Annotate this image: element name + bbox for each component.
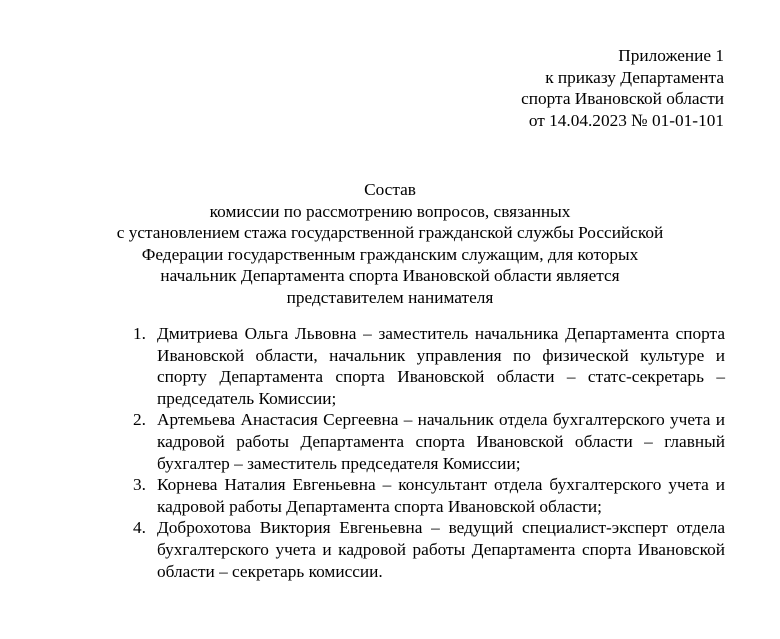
list-item-number: 4.	[133, 518, 146, 538]
list-item-text: Артемьева Анастасия Сергеевна – начальник отдела бухгалтерского учета и кадровой работы Департамента спорта Ивановской области – главный бухгалтер – заместитель председателя Комиссии;	[157, 410, 725, 473]
list-item-number: 2.	[133, 410, 146, 430]
list-item-text: Корнева Наталия Евгеньевна – консультант отдела бухгалтерского учета и кадровой работы Департамента спорта Ивановской области;	[157, 475, 725, 516]
appendix-header	[521, 45, 724, 131]
list-item-text: Дмитриева Ольга Львовна – заместитель начальника Департамента спорта Ивановской области, начальник управления по физической культуре и спорту Департамента спорта Ивановской области – статс-секретарь – председатель Комиссии;	[157, 324, 725, 408]
list-item	[128, 409, 725, 474]
list-item	[128, 517, 725, 582]
list-item-number: 3.	[133, 475, 146, 495]
list-item	[128, 323, 725, 409]
title-line-3: с установлением стажа государственной гражданской службы Российской	[116, 223, 664, 243]
members-list	[128, 323, 725, 582]
appendix-line-4: от 14.04.2023 № 01-01-101	[528, 110, 724, 130]
title-line-5: начальник Департамента спорта Ивановской области является	[160, 266, 620, 286]
title-line-6: представителем нанимателя	[286, 287, 494, 307]
list-item	[128, 474, 725, 517]
title-line-4: Федерации государственным гражданским служащим, для которых	[141, 244, 639, 264]
list-item-text: Доброхотова Виктория Евгеньевна – ведущий специалист-эксперт отдела бухгалтерского учета и кадровой работы Департамента спорта Ивановской области – секретарь комиссии.	[157, 518, 725, 581]
title-line-1: Состав	[364, 180, 416, 199]
appendix-line-3: спорта Ивановской области	[521, 89, 724, 109]
appendix-line-2: к приказу Департамента	[545, 67, 724, 87]
list-item-number: 1.	[133, 324, 146, 343]
appendix-line-1: Приложение 1	[618, 46, 724, 65]
document-title	[96, 179, 684, 309]
title-line-2: комиссии по рассмотрению вопросов, связанных	[209, 201, 571, 221]
